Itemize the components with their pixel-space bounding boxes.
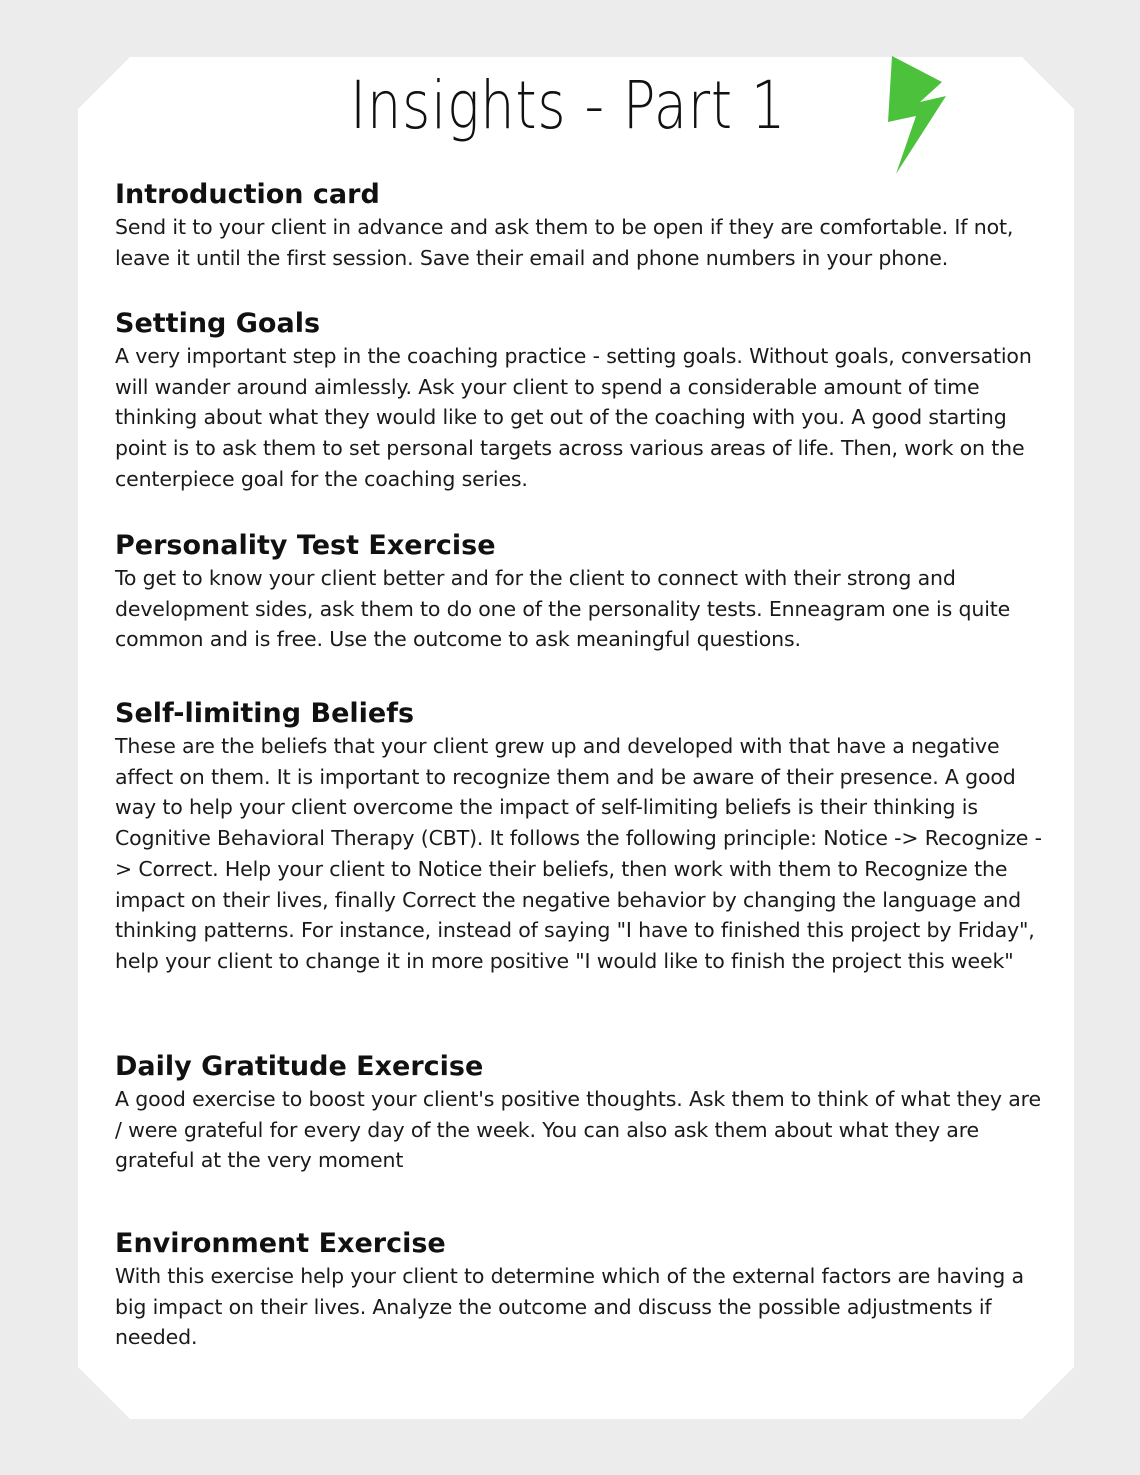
page-title: Insights - Part 1 xyxy=(350,67,787,144)
section-setting-goals xyxy=(115,307,1045,495)
section-body: Send it to your client in advance and ask them to be open if they are comfortable. If not, leave it until the first session. Save their email and phone numbers in your phone. xyxy=(115,215,1014,270)
section-body: With this exercise help your client to determine which of the external factors are having a big impact on their lives. Analyze the outcome and discuss the possible adjustments if needed. xyxy=(115,1264,1024,1350)
section-heading: Environment Exercise xyxy=(115,1228,446,1259)
section-self-limiting-beliefs xyxy=(115,697,1045,977)
section-body: A very important step in the coaching practice - setting goals. Without goals, conversation will wander around aimlessly. Ask your client to spend a considerable amount of time thinking about what they would like to get out of the coaching with you. A good starting point is to ask them to set personal targets across various areas of life. Then, work on the centerpiece goal for the coaching series. xyxy=(115,344,1032,491)
section-environment-exercise xyxy=(115,1227,1045,1353)
section-daily-gratitude xyxy=(115,1050,1045,1176)
section-body: To get to know your client better and for the client to connect with their strong and development sides, ask them to do one of the personality tests. Enneagram one is quite common and is free. Use the outcome to ask meaningful questions. xyxy=(115,566,1011,652)
section-heading: Introduction card xyxy=(115,179,380,210)
section-body: A good exercise to boost your client's positive thoughts. Ask them to think of what they are / were grateful for every day of the week. You can also ask them about what they are grateful at the very moment xyxy=(115,1087,1041,1173)
section-heading: Setting Goals xyxy=(115,308,321,339)
section-personality-test xyxy=(115,529,1045,655)
section-heading: Daily Gratitude Exercise xyxy=(115,1051,484,1082)
section-heading: Self-limiting Beliefs xyxy=(115,698,415,729)
lightning-bolt-icon xyxy=(886,56,948,176)
section-body: These are the beliefs that your client grew up and developed with that have a negative affect on them. It is important to recognize them and be aware of their presence. A good way to help your client overcome the impact of self-limiting beliefs is their thinking is Cognitive Behavioral Therapy (CBT). It follows the following principle: Notice -> Recognize -> Correct. Help your client to Notice their beliefs, then work with them to Recognize the impact on their lives, finally Correct the negative behavior by changing the language and thinking patterns. For instance, instead of saying "I have to finished this project by Friday", help your client to change it in more positive "I would like to finish the project this week" xyxy=(115,734,1042,973)
section-introduction-card xyxy=(115,178,1045,273)
section-heading: Personality Test Exercise xyxy=(115,530,496,561)
